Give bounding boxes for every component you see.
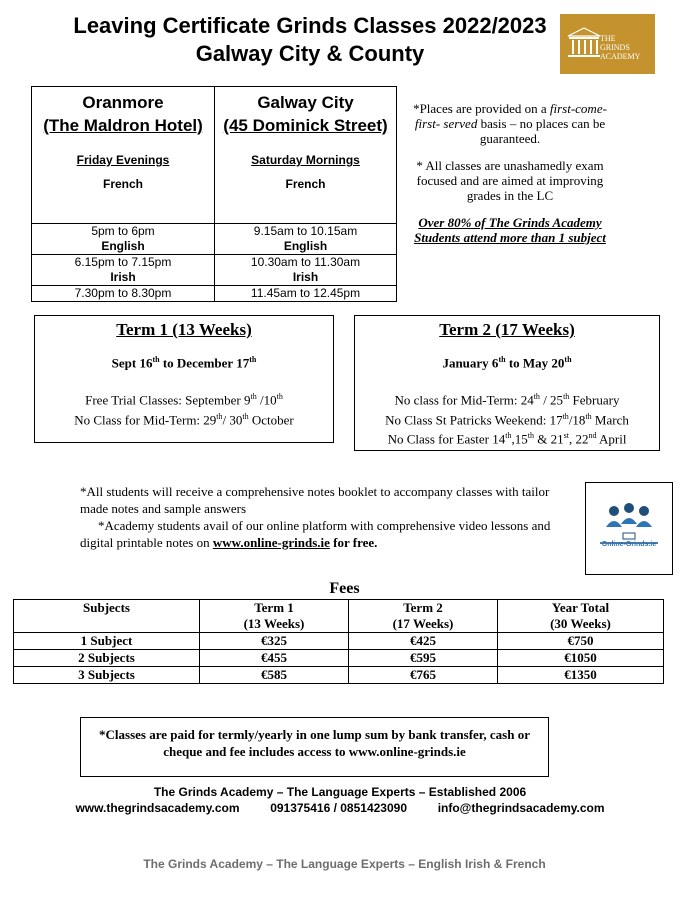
class-time: 6.15pm to 7.15pm [74, 255, 172, 269]
t: (13 Weeks) [243, 616, 305, 631]
t: / 30 [222, 411, 243, 427]
places-note-emphasis: first-come-first- served [414, 101, 607, 131]
schedule-cell [215, 255, 397, 286]
fees-cell: 2 Subjects [14, 650, 200, 667]
term-2-patricks [355, 409, 659, 428]
class-subject: Irish [292, 270, 319, 284]
class-subject: French [285, 177, 326, 191]
t: for free. [329, 535, 378, 550]
t: January 6 [442, 355, 499, 371]
t: April [596, 431, 627, 447]
location-day: Saturday Mornings [251, 153, 360, 167]
t: th [498, 355, 506, 364]
term-2-box [354, 315, 660, 451]
class-subject: French [102, 177, 143, 191]
t: th [562, 411, 569, 421]
places-note-text: *Places are provided on a [413, 101, 550, 116]
t: st [563, 430, 569, 440]
logo-text-2: GRINDS [600, 43, 630, 52]
t: October [248, 411, 294, 427]
grinds-academy-logo [560, 14, 655, 74]
bottom-tagline: The Grinds Academy – The Language Experts – English Irish & French [143, 857, 546, 871]
t: th [527, 430, 534, 440]
t: *Academy students avail of our online platform with comprehensive video lessons and digital printable notes on [80, 518, 551, 550]
fees-header [498, 600, 664, 633]
t: th [585, 411, 592, 421]
t: Subjects [83, 600, 130, 615]
t: /10 [256, 392, 277, 408]
t: Year Total [551, 600, 610, 615]
t: th [563, 392, 570, 402]
title-line-2: Galway City & County [195, 41, 425, 66]
t: No class for Mid-Term: 24 [394, 392, 534, 408]
term-2-dates [355, 352, 659, 371]
fees-cell: €325 [200, 633, 349, 650]
t: Term 2 [403, 600, 443, 615]
building-icon [564, 14, 604, 74]
footer-website[interactable]: www.thegrindsacademy.com [75, 801, 240, 815]
t: & 21 [533, 431, 564, 447]
t: ,15 [511, 431, 528, 447]
online-platform-note [80, 517, 575, 551]
fees-cell: €1350 [498, 667, 664, 684]
payment-note [80, 717, 549, 777]
footer-phones: 091375416 / 0851423090 [270, 801, 407, 815]
footer-contacts [40, 800, 640, 816]
t: February [569, 392, 620, 408]
footer-email[interactable]: info@thegrindsacademy.com [437, 801, 605, 815]
t: th [249, 355, 257, 364]
table-row [14, 667, 664, 684]
fees-header [14, 600, 200, 633]
term-2-midterm [355, 389, 659, 408]
online-grinds-link[interactable]: www.online-grinds.ie [212, 535, 330, 550]
t: th [564, 355, 572, 364]
schedule-cell [215, 224, 397, 255]
student-notes [80, 483, 575, 551]
t: th [242, 411, 249, 421]
t: th [152, 355, 160, 364]
online-grinds-logo [585, 482, 673, 575]
class-time: 5pm to 6pm [91, 224, 155, 238]
location-day: Friday Evenings [76, 153, 170, 167]
t: th [505, 430, 512, 440]
class-time: 11.45am to 12.45pm [250, 286, 361, 300]
online-grinds-label: Online-Grinds.ie [601, 541, 657, 548]
location-galway-city [215, 87, 397, 224]
footer-tagline: The Grinds Academy – The Language Experts – Established 2006 [153, 785, 527, 799]
t: to May 20 [505, 355, 565, 371]
t: th [216, 411, 223, 421]
term-1-trial [35, 389, 333, 408]
class-subject: English [101, 239, 145, 253]
t: Free Trial Classes: September 9 [85, 392, 251, 408]
table-row [14, 650, 664, 667]
t: No Class St Patricks Weekend: 17 [385, 411, 563, 427]
term-1-box [34, 315, 334, 443]
class-time: 7.30pm to 8.30pm [74, 286, 172, 300]
class-time: 10.30am to 11.30am [250, 255, 361, 269]
schedule-cell [32, 255, 215, 286]
term-2-easter [355, 428, 659, 447]
table-row [14, 633, 664, 650]
fees-cell: €1050 [498, 650, 664, 667]
t: / 25 [539, 392, 564, 408]
term-1-heading: Term 1 (13 Weeks) [116, 320, 252, 339]
fees-cell: 3 Subjects [14, 667, 200, 684]
places-note-text-end: basis – no places can be guaranteed. [477, 116, 606, 146]
title-line-1: Leaving Certificate Grinds Classes 2022/2023 [73, 13, 547, 38]
attendance-stat: Over 80% of The Grinds Academy Students attend more than 1 subject [414, 215, 606, 245]
term-1-midterm [35, 409, 333, 428]
footer [40, 784, 640, 816]
payment-note-text: *Classes are paid for termly/yearly in one lump sum by bank transfer, cash or cheque and fee includes access to www.online-grinds.ie [99, 727, 530, 759]
t: /18 [568, 411, 586, 427]
location-name: Galway City [257, 93, 354, 112]
t: No Class for Easter 14 [387, 431, 506, 447]
fees-cell: €750 [498, 633, 664, 650]
schedule-cell [32, 224, 215, 255]
t: nd [588, 430, 597, 440]
fees-header [349, 600, 498, 633]
fees-cell: €765 [349, 667, 498, 684]
t: March [591, 411, 629, 427]
location-venue: (45 Dominick Street) [223, 116, 388, 135]
notes-booklet: *All students will receive a comprehensive notes booklet to accompany classes with tailor made notes and sample answers [80, 484, 550, 516]
t: No Class for Mid-Term: 29 [74, 411, 217, 427]
fees-cell: €595 [349, 650, 498, 667]
logo-text-3: ACADEMY [600, 52, 641, 61]
t: th [250, 392, 257, 402]
t: Sept 16 [111, 355, 153, 371]
t: Term 1 [254, 600, 294, 615]
t: th [533, 392, 540, 402]
places-note [405, 101, 615, 146]
fees-cell: €425 [349, 633, 498, 650]
schedule-cell [215, 286, 397, 302]
logo-text-1: THE [600, 34, 616, 43]
class-subject: English [283, 239, 328, 253]
fees-cell: €455 [200, 650, 349, 667]
location-name: Oranmore [82, 93, 164, 112]
location-venue: (The Maldron Hotel) [43, 116, 203, 135]
schedule-cell [32, 286, 215, 302]
fees-header [200, 600, 349, 633]
class-time: 9.15am to 10.15am [253, 224, 358, 238]
fees-table [13, 599, 664, 684]
fees-cell: 1 Subject [14, 633, 200, 650]
t: , 22 [568, 431, 589, 447]
term-1-dates [35, 352, 333, 371]
t: th [276, 392, 283, 402]
t: to December 17 [159, 355, 250, 371]
t: (30 Weeks) [550, 616, 611, 631]
side-notes [405, 101, 615, 257]
term-2-heading: Term 2 (17 Weeks) [439, 320, 575, 339]
class-schedule-table [31, 86, 397, 302]
fees-title: Fees [329, 580, 360, 597]
page-title [60, 12, 560, 68]
location-oranmore [32, 87, 215, 224]
exam-focus-note: * All classes are unashamedly exam focused and are aimed at improving grades in the LC [416, 158, 604, 203]
class-subject: Irish [110, 270, 136, 284]
t: (17 Weeks) [392, 616, 454, 631]
fees-cell: €585 [200, 667, 349, 684]
